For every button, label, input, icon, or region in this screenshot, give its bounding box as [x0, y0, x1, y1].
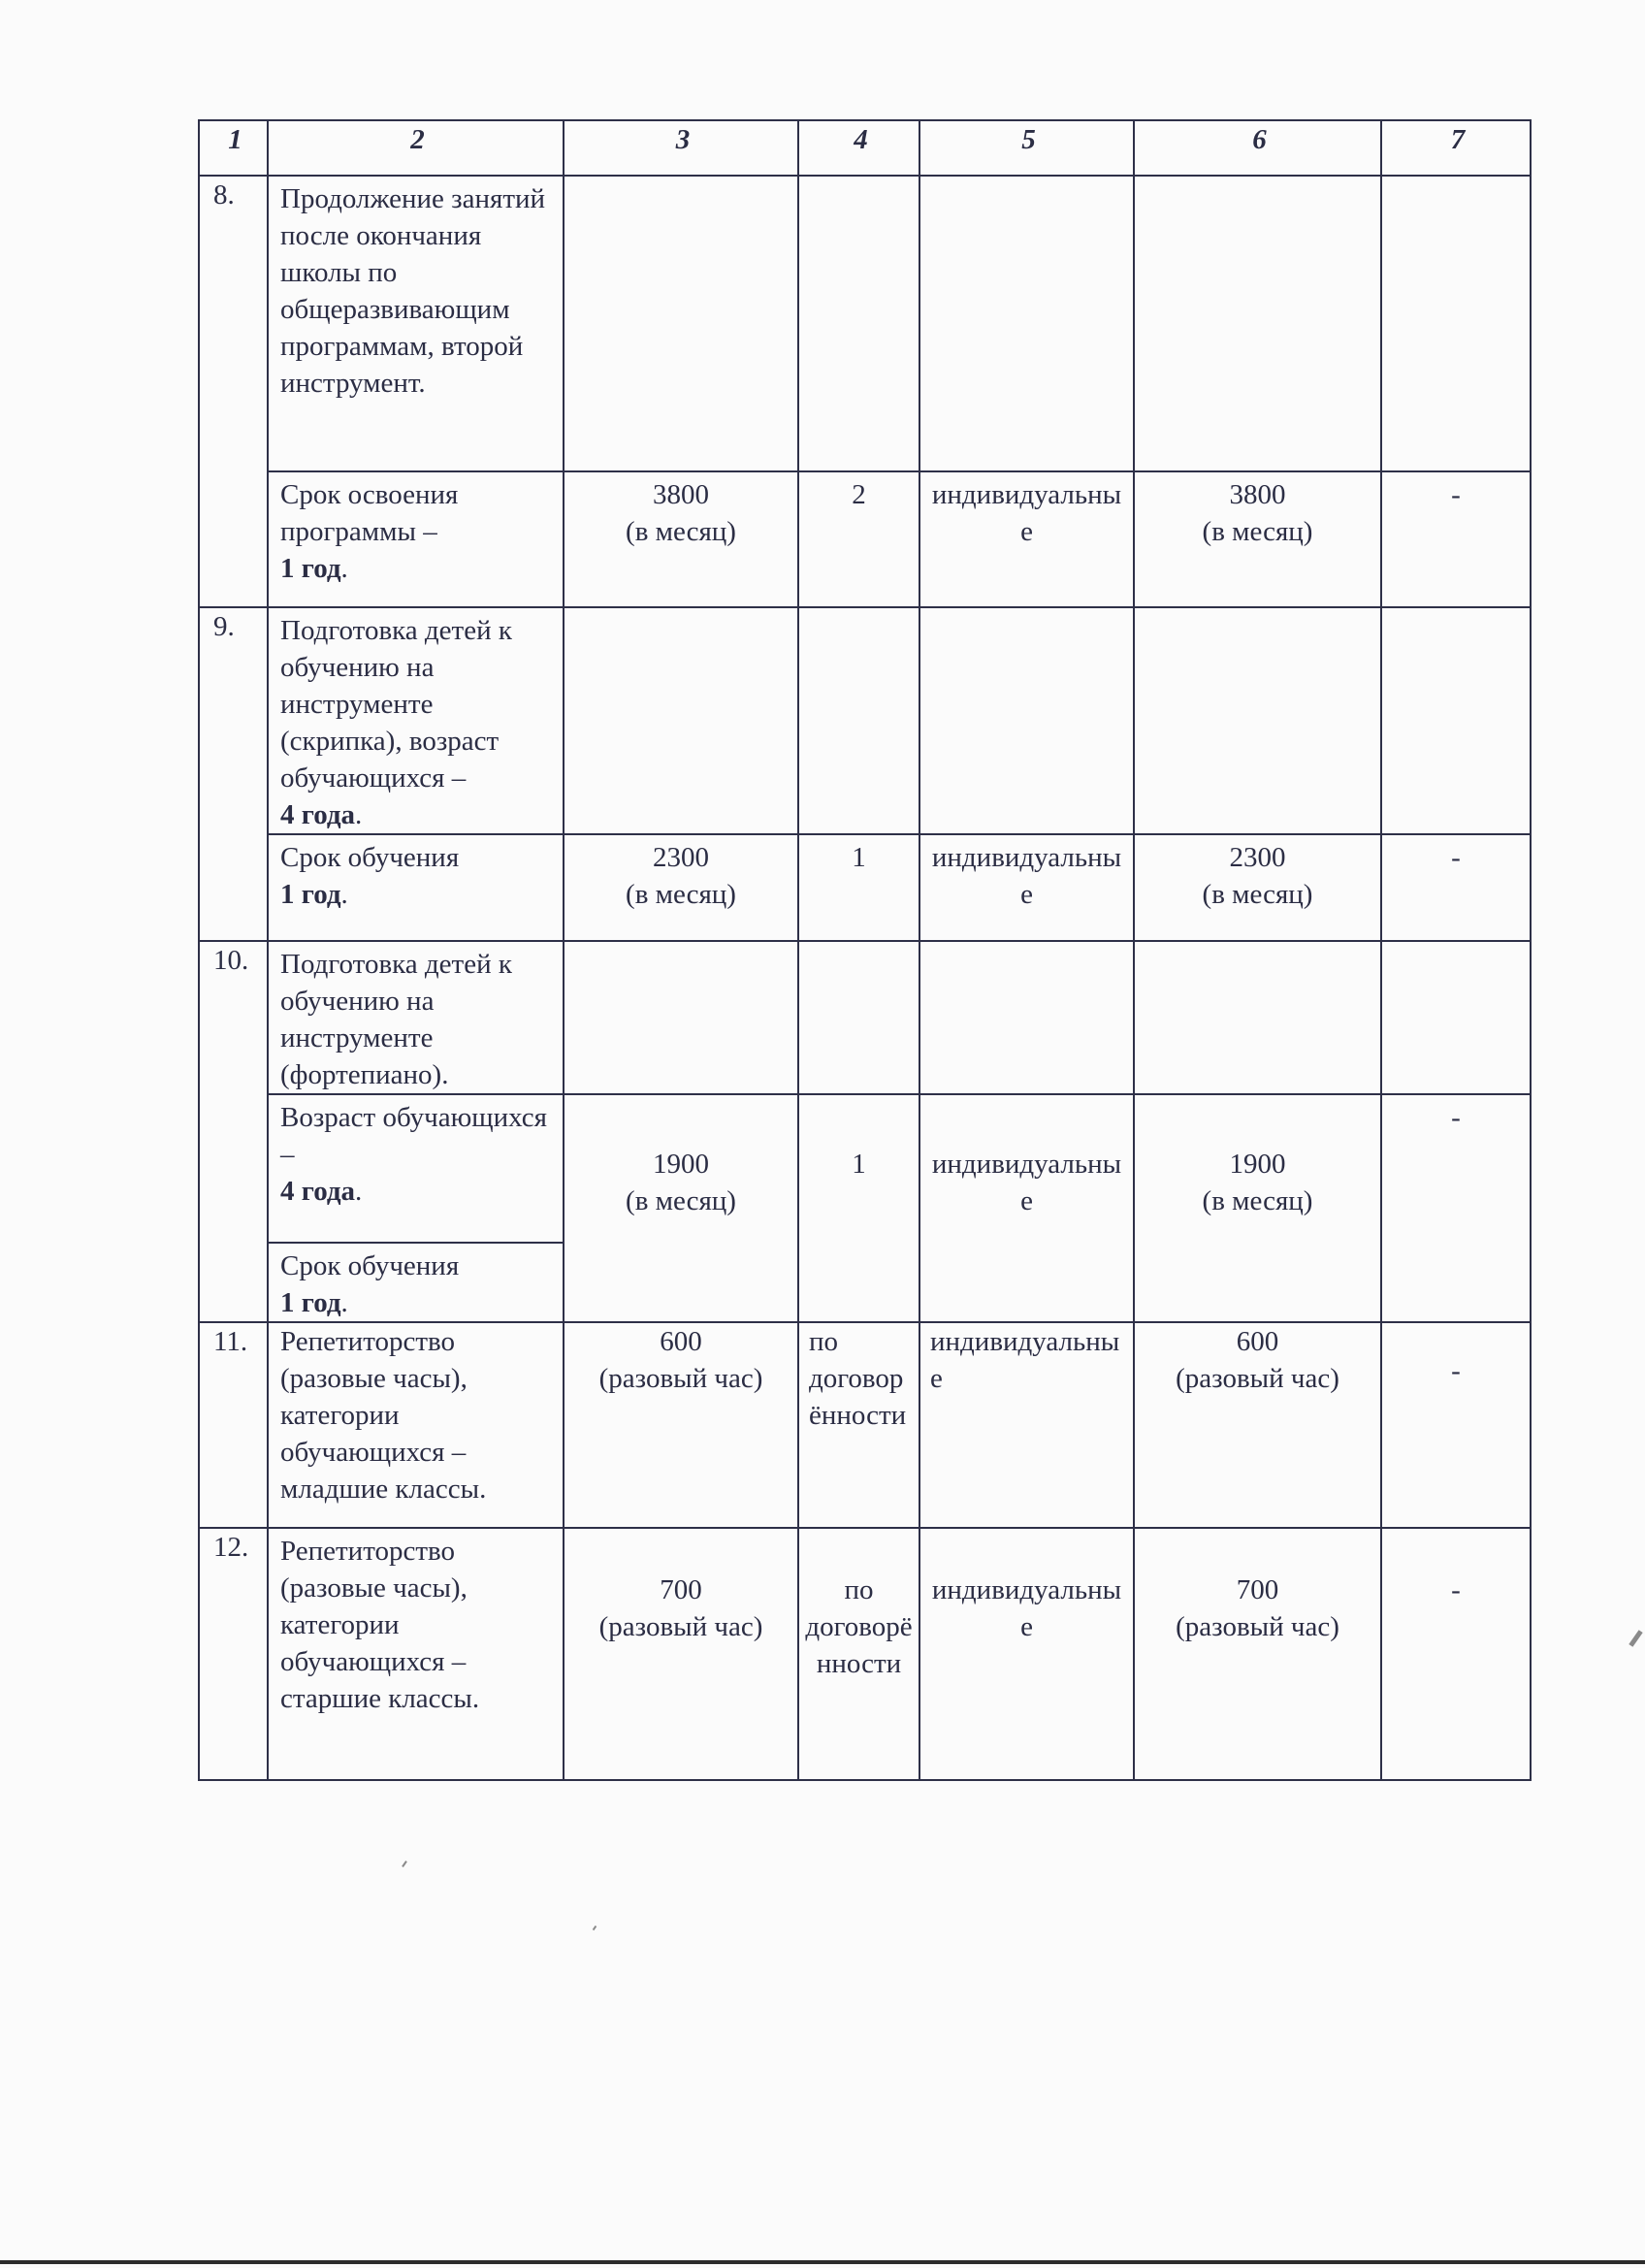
service-title: Подготовка детей к обучению на инструменте (фортепиано).	[268, 941, 564, 1094]
age-value: 4 года	[280, 1176, 356, 1207]
term-suffix: .	[340, 553, 348, 584]
price-value: 2300	[653, 842, 709, 873]
term-duration: 1 год	[280, 879, 341, 910]
empty-cell	[1134, 941, 1381, 1094]
form-cell: индивидуальные	[919, 1528, 1134, 1780]
header-cell-2: 2	[268, 120, 564, 176]
header-cell-5: 5	[919, 120, 1134, 176]
fees-table	[198, 119, 1532, 1781]
row-number: 12.	[199, 1528, 268, 1780]
empty-cell	[1381, 607, 1531, 834]
table-row	[199, 471, 1531, 607]
service-age	[268, 1094, 564, 1243]
total-value: 2300	[1229, 842, 1286, 873]
empty-cell	[919, 607, 1134, 834]
empty-cell	[1381, 941, 1531, 1094]
form-cell: индивидуальные	[919, 834, 1134, 941]
total-cell	[1134, 834, 1381, 941]
total-unit: (в месяц)	[1202, 1185, 1313, 1216]
total-value: 3800	[1229, 479, 1286, 510]
total-cell	[1134, 471, 1381, 607]
table-row	[199, 607, 1531, 834]
empty-cell	[798, 176, 919, 471]
empty-cell	[1134, 176, 1381, 471]
row-number: 8.	[199, 176, 268, 607]
service-title: Репетиторство (разовые часы), категории обучающихся – старшие классы.	[268, 1528, 564, 1780]
age-suffix: .	[355, 1176, 363, 1207]
price-cell	[564, 471, 798, 607]
service-title	[268, 607, 564, 834]
service-term	[268, 834, 564, 941]
scan-speck	[402, 1861, 407, 1867]
note-cell: -	[1381, 471, 1531, 607]
term-duration: 1 год	[280, 553, 341, 584]
price-value: 600	[660, 1326, 702, 1357]
hours-cell: 1	[798, 1094, 919, 1322]
service-title: Продолжение занятий после окончания школы по общеразвивающим программам, второй инструмент.	[268, 176, 564, 471]
header-cell-6: 6	[1134, 120, 1381, 176]
total-unit: (в месяц)	[1202, 516, 1313, 547]
empty-cell	[798, 941, 919, 1094]
note-cell: -	[1381, 1528, 1531, 1780]
price-cell	[564, 834, 798, 941]
row-number: 10.	[199, 941, 268, 1322]
term-suffix: .	[340, 1287, 348, 1318]
table-row	[199, 1322, 1531, 1528]
note-cell: -	[1381, 1094, 1531, 1322]
header-cell-4: 4	[798, 120, 919, 176]
total-value: 1900	[1229, 1149, 1286, 1180]
header-row	[199, 120, 1531, 176]
price-unit: (в месяц)	[626, 879, 736, 910]
total-cell	[1134, 1094, 1381, 1322]
price-unit: (в месяц)	[626, 1185, 736, 1216]
term-text: Срок освоения программы –	[280, 479, 459, 547]
empty-cell	[1381, 176, 1531, 471]
total-value: 600	[1236, 1326, 1279, 1357]
form-cell: индивидуальные	[919, 471, 1134, 607]
price-unit: (в месяц)	[626, 516, 736, 547]
table-row	[199, 176, 1531, 471]
price-unit: (разовый час)	[598, 1363, 763, 1394]
price-cell	[564, 1094, 798, 1322]
empty-cell	[1134, 607, 1381, 834]
note-value: -	[1451, 1355, 1461, 1386]
price-cell	[564, 1322, 798, 1528]
total-unit: (разовый час)	[1176, 1611, 1339, 1642]
title-age: 4 года	[280, 799, 356, 830]
total-unit: (в месяц)	[1202, 879, 1313, 910]
total-value: 700	[1236, 1574, 1279, 1605]
table-row	[199, 834, 1531, 941]
total-cell	[1134, 1322, 1381, 1528]
service-title: Репетиторство (разовые часы), категории обучающихся – младшие классы.	[268, 1322, 564, 1528]
header-cell-1: 1	[199, 120, 268, 176]
total-cell	[1134, 1528, 1381, 1780]
term-suffix: .	[340, 879, 348, 910]
form-cell: индивидуальные	[919, 1322, 1134, 1528]
title-suffix: .	[355, 799, 363, 830]
price-value: 700	[660, 1574, 702, 1605]
empty-cell	[564, 176, 798, 471]
price-unit: (разовый час)	[598, 1611, 763, 1642]
empty-cell	[798, 607, 919, 834]
price-value: 1900	[653, 1149, 709, 1180]
total-unit: (разовый час)	[1176, 1363, 1339, 1394]
header-cell-7: 7	[1381, 120, 1531, 176]
row-number: 11.	[199, 1322, 268, 1528]
hours-cell: 1	[798, 834, 919, 941]
service-term	[268, 471, 564, 607]
empty-cell	[919, 941, 1134, 1094]
term-duration: 1 год	[280, 1287, 341, 1318]
service-term	[268, 1243, 564, 1322]
title-text: Подготовка детей к обучению на инструменте (скрипка), возраст обучающихся –	[280, 615, 512, 794]
hours-cell: по договорённости	[798, 1322, 919, 1528]
term-text: Срок обучения	[280, 842, 460, 873]
price-cell	[564, 1528, 798, 1780]
row-number: 9.	[199, 607, 268, 941]
header-cell-3: 3	[564, 120, 798, 176]
table-row	[199, 1528, 1531, 1780]
scan-speck	[593, 1926, 597, 1930]
term-text: Срок обучения	[280, 1250, 460, 1281]
price-value: 3800	[653, 479, 709, 510]
form-cell: индивидуальные	[919, 1094, 1134, 1322]
hours-cell: по договорённости	[798, 1528, 919, 1780]
note-cell	[1381, 1322, 1531, 1528]
note-cell: -	[1381, 834, 1531, 941]
scan-edge	[0, 2260, 1645, 2264]
table-row	[199, 941, 1531, 1094]
empty-cell	[564, 607, 798, 834]
hours-cell: 2	[798, 471, 919, 607]
scan-speck	[1629, 1630, 1642, 1647]
table-row	[199, 1094, 1531, 1243]
empty-cell	[564, 941, 798, 1094]
empty-cell	[919, 176, 1134, 471]
age-text: Возраст обучающихся –	[280, 1102, 547, 1170]
